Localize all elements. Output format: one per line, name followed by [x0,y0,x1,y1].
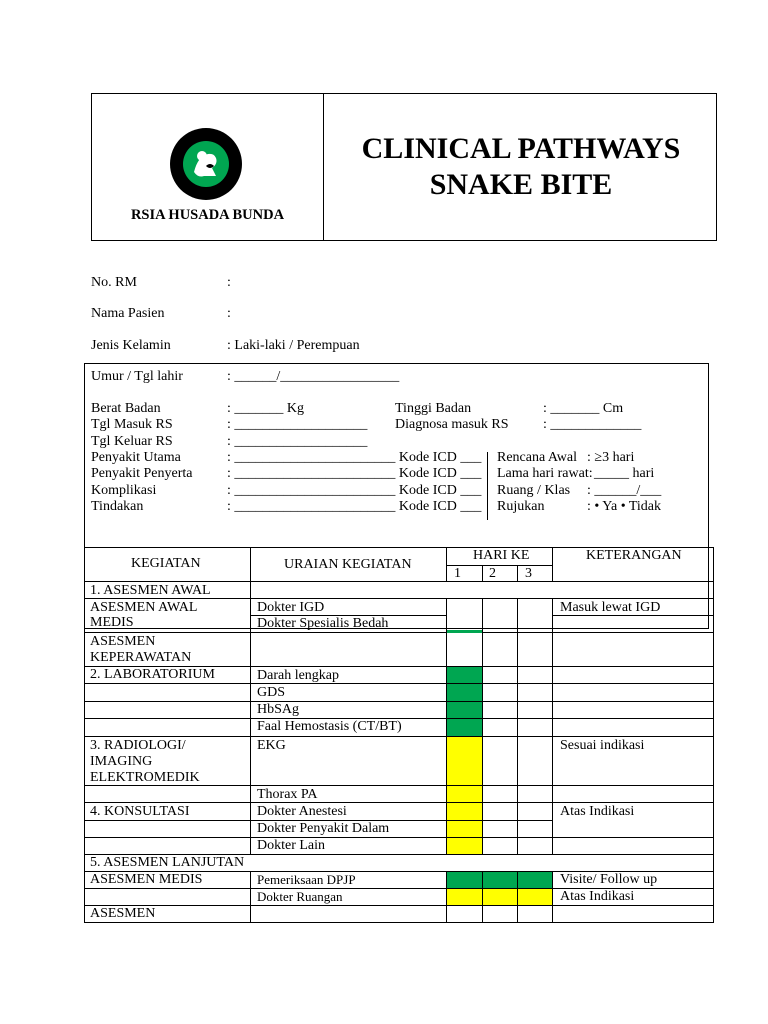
uraian-pemeriksaan-dpjp: Pemeriksaan DPJP [257,872,356,887]
lama-value: _____ hari [594,466,655,481]
lanjut-day2-dpjp [483,872,518,889]
hospital-logo-icon [168,126,244,202]
umur-label: Umur / Tgl lahir [91,369,183,384]
table-cell [518,821,553,838]
detail-separator [487,452,488,520]
table-cell [483,803,518,821]
table-cell [518,702,553,719]
penyakit-utama-value: : _______________________ Kode ICD ___ [227,450,482,465]
table-cell [85,684,251,702]
table-cell [518,906,553,923]
table-cell [553,684,714,702]
tgl-keluar-label: Tgl Keluar RS [91,434,173,449]
day-cell-3 [518,566,553,582]
rad-day1-thorax [447,786,483,803]
tinggi-label: Tinggi Badan [395,401,472,416]
table-cell [553,786,714,803]
ket-visite-follow-up: Visite/ Follow up [560,872,658,887]
table-cell [483,838,518,855]
table-cell [483,821,518,838]
uraian-gds: GDS [257,685,286,700]
penyakit-utama-label: Penyakit Utama [91,450,181,465]
no-rm-value: : [227,275,231,290]
page-title [324,131,718,203]
penyakit-penyerta-value: : _______________________ Kode ICD ___ [227,466,482,481]
table-cell [447,599,483,633]
ruang-value: : ______/___ [587,483,662,498]
diagnosa-value: : _____________ [543,417,642,432]
table-cell [518,737,553,786]
table-cell [85,889,251,906]
section-asesmen-lanjutan: 5. ASESMEN LANJUTAN [90,855,245,870]
table-cell [483,702,518,719]
day-cell-1 [447,566,483,582]
col-kegiatan: KEGIATAN [131,556,201,571]
table-cell [251,633,447,667]
kegiatan-keperawatan: KEPERAWATAN [90,650,192,665]
col-uraian: URAIAN KEGIATAN [284,557,412,572]
diagnosa-label: Diagnosa masuk RS [395,417,509,432]
table-cell [518,803,553,821]
tgl-masuk-value: : ___________________ [227,417,368,432]
lanjut-day3-dpjp [518,872,553,889]
uraian-dokter-anestesi: Dokter Anestesi [257,804,347,819]
lanjut-day2-ruangan [483,889,518,906]
kons-day1-anestesi [447,803,483,821]
col-hari: HARI KE [473,548,530,563]
lab-day1-gds [447,684,483,702]
section-elektromedik: ELEKTROMEDIK [90,770,200,785]
tgl-masuk-label: Tgl Masuk RS [91,417,173,432]
hospital-name: RSIA HUSADA BUNDA [130,207,285,223]
table-cell [553,719,714,737]
lab-day1-hbsag [447,702,483,719]
berat-value: : _______ Kg [227,401,304,416]
table-cell [518,684,553,702]
table-cell [483,684,518,702]
col-keterangan: KETERANGAN [586,548,682,563]
ket-sesuai-indikasi: Sesuai indikasi [560,738,645,753]
tgl-keluar-value: : ___________________ [227,434,368,449]
section-laboratorium: 2. LABORATORIUM [90,667,215,682]
section-asesmen-awal: 1. ASESMEN AWAL [90,583,211,598]
table-cell [553,906,714,923]
table-cell [483,633,518,667]
uraian-thorax-pa: Thorax PA [257,787,318,802]
table-cell [518,786,553,803]
tinggi-value: : _______ Cm [543,401,624,416]
kons-day1-dalam [447,821,483,838]
uraian-hbsag: HbSAg [257,702,300,717]
uraian-faal-hemostasis: Faal Hemostasis (CT/BT) [257,719,402,734]
uraian-ekg: EKG [257,738,286,753]
day-label-2: 2 [489,566,496,581]
lanjut-day3-ruangan [518,889,553,906]
jenis-kelamin-value: : Laki-laki / Perempuan [227,338,360,353]
table-cell [518,838,553,855]
table-cell [518,599,553,633]
kegiatan-asesmen: ASESMEN [90,634,156,649]
table-cell [483,667,518,684]
tindakan-label: Tindakan [91,499,144,514]
day-label-3: 3 [525,566,532,581]
kegiatan-medis: MEDIS [90,615,134,630]
nama-label: Nama Pasien [91,306,165,321]
komplikasi-label: Komplikasi [91,483,157,498]
ruang-label: Ruang / Klas [497,483,571,498]
header-box [91,93,717,241]
penyakit-penyerta-label: Penyakit Penyerta [91,466,193,481]
uraian-dokter-lain: Dokter Lain [257,838,326,853]
kegiatan-asesmen-medis: ASESMEN MEDIS [90,872,203,887]
pathway-table [84,547,714,923]
uraian-dokter-penyakit-dalam: Dokter Penyakit Dalam [257,821,390,836]
table-cell [85,786,251,803]
table-cell [85,838,251,855]
lab-day1-darah [447,667,483,684]
table-cell [447,633,483,667]
rujukan-value: : • Ya • Tidak [587,499,662,514]
kegiatan-asesmen-awal: ASESMEN AWAL [90,600,198,615]
ket-masuk-igd: Masuk lewat IGD [560,600,661,615]
table-cell [518,667,553,684]
section-imaging: IMAGING [90,754,153,769]
uraian-dokter-ruangan: Dokter Ruangan [257,889,343,904]
table-cell [483,737,518,786]
umur-value: : ______/_________________ [227,369,400,384]
table-cell [85,702,251,719]
row-asesmen-awal-span [251,582,714,599]
tindakan-value: : _______________________ Kode ICD ___ [227,499,482,514]
uraian-darah-lengkap: Darah lengkap [257,668,340,683]
table-cell [553,633,714,667]
table-cell [518,633,553,667]
lama-label: Lama hari rawat: [497,466,593,481]
kons-day1-lain [447,838,483,855]
rad-day1-ekg [447,737,483,786]
lanjut-day1-dpjp [447,872,483,889]
table-cell [553,702,714,719]
table-cell [251,906,447,923]
uraian-dokter-igd: Dokter IGD [257,600,325,615]
table-cell [447,906,483,923]
nama-value: : [227,306,231,321]
section-radiologi: 3. RADIOLOGI/ [90,738,186,753]
ket-atas-indikasi-konsultasi: Atas Indikasi [560,804,635,819]
table-cell [85,821,251,838]
rencana-value: : ≥3 hari [587,450,635,465]
komplikasi-value: : _______________________ Kode ICD ___ [227,483,482,498]
lanjut-day1-ruangan [447,889,483,906]
day-label-1: 1 [454,566,461,581]
table-cell [553,667,714,684]
jenis-kelamin-label: Jenis Kelamin [91,338,171,353]
table-cell [85,719,251,737]
ket-atas-indikasi-lanjutan: Atas Indikasi [560,889,635,904]
lab-day1-faal [447,719,483,737]
table-cell [483,786,518,803]
kegiatan-asesmen-last: ASESMEN [90,906,156,921]
table-cell [483,906,518,923]
table-cell [518,719,553,737]
uraian-dokter-spesialis-bedah: Dokter Spesialis Bedah [257,616,389,631]
section-konsultasi: 4. KONSULTASI [90,804,190,819]
table-cell [483,599,518,633]
table-cell [553,838,714,855]
table-cell [553,616,714,633]
title-line-2: SNAKE BITE [429,168,613,201]
no-rm-label: No. RM [91,275,137,290]
rencana-label: Rencana Awal [497,450,577,465]
table-cell [483,719,518,737]
title-line-1: CLINICAL PATHWAYS [361,132,681,165]
berat-label: Berat Badan [91,401,161,416]
rujukan-label: Rujukan [497,499,545,514]
